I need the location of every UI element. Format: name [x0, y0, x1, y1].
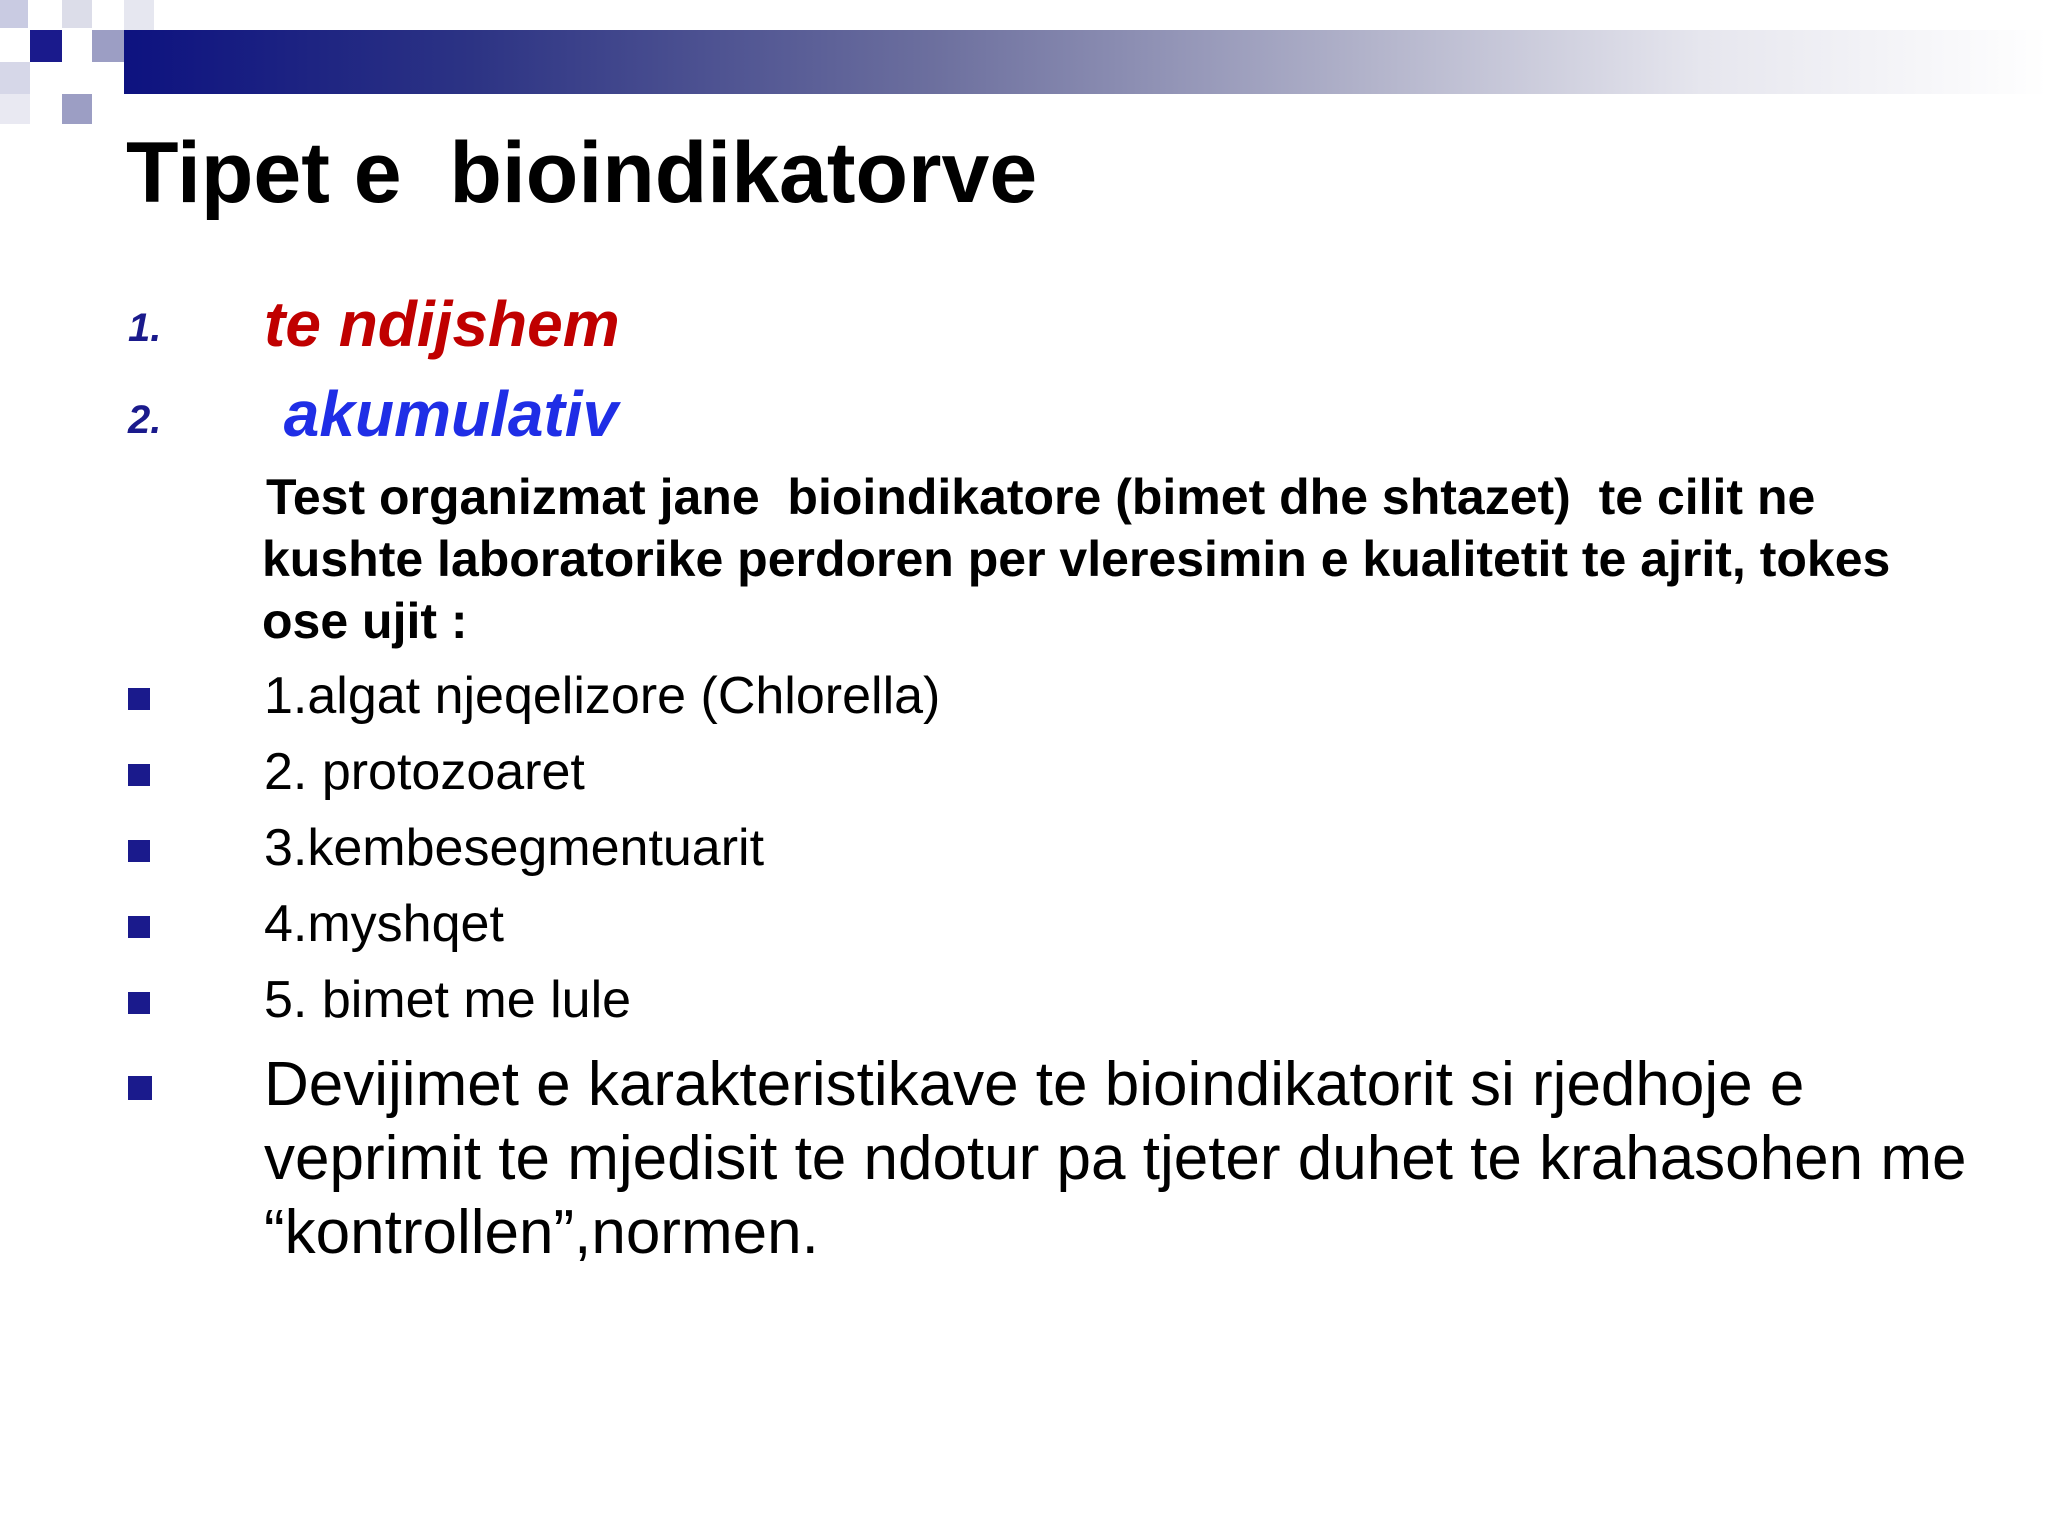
list-item: 2. protozoaret [264, 743, 585, 801]
decor-square [0, 0, 28, 28]
list-number: 1. [128, 306, 162, 350]
decor-square [62, 0, 92, 28]
decor-square [30, 30, 62, 62]
list-item: 3.kembesegmentuarit [264, 819, 765, 877]
deviation-statement: Devijimet e karakteristikave te bioindikatorit si rjedhoje e veprimit te mjedisit te ndotur pa tjeter duhet te krahasohen me “kontrollen”,normen. [264, 1050, 1984, 1267]
bullet-square-icon [128, 764, 150, 786]
bullet-square-icon [128, 992, 150, 1014]
decor-square [124, 0, 154, 30]
bullet-square-icon [128, 1076, 152, 1100]
decor-square [0, 94, 30, 124]
decor-square [62, 94, 92, 124]
header-gradient-bar [124, 30, 2048, 94]
list-item: 1.algat njeqelizore (Chlorella) [264, 667, 941, 725]
numbered-item-accumulative: akumulativ [266, 378, 619, 450]
decor-square [92, 30, 124, 62]
slide-title: Tipet e bioindikatorve [126, 125, 1038, 221]
list-item: 5. bimet me lule [264, 971, 632, 1029]
decor-square [0, 62, 30, 94]
bullet-square-icon [128, 840, 150, 862]
list-item: 4.myshqet [264, 895, 504, 953]
bullet-square-icon [128, 688, 150, 710]
bullet-square-icon [128, 916, 150, 938]
numbered-item-sensitive: te ndijshem [264, 288, 620, 360]
test-organisms-paragraph: Test organizmat jane bioindikatore (bimet dhe shtazet) te cilit ne kushte laboratorike perdoren per vleresimin e kualitetit te ajrit, tokes ose ujit : [262, 469, 1905, 649]
list-number: 2. [128, 398, 162, 442]
